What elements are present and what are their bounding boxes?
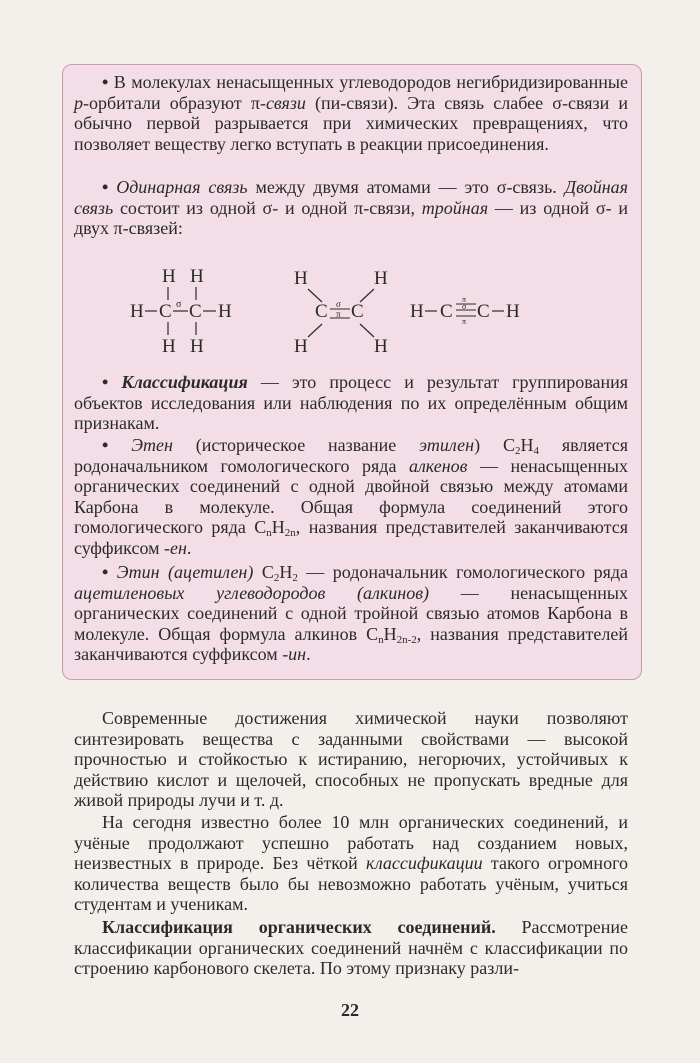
box-paragraph-ethene: • Этен (историческое название этилен) $C_2H_4$ является родоначальником гомологического ряда алкенов — ненасыщенных органических соединений с одной двойной связью между атомами Карбона в молекуле. Общая формула соединений этого гомологического ряда $C_nH_{2n}$, названия представителей заканчиваются суффиксом -ен. bbox=[74, 435, 628, 558]
pi-label: π bbox=[462, 317, 467, 326]
atom-h: H bbox=[190, 266, 204, 287]
atom-h: H bbox=[218, 301, 232, 322]
atom-c: C bbox=[159, 301, 172, 322]
atom-h: H bbox=[162, 336, 176, 357]
structural-formulas bbox=[110, 262, 590, 358]
atom-h: H bbox=[506, 301, 520, 322]
section-heading: Классификация органических соединений. bbox=[102, 917, 496, 937]
bullet: • bbox=[102, 372, 109, 392]
sigma-label: σ bbox=[176, 299, 182, 310]
bullet: • bbox=[102, 72, 109, 92]
atom-c: C bbox=[477, 301, 490, 322]
box-paragraph-bond-types: • Одинарная связь между двумя атомами — это σ-связь. Двойная связь состоит из одной σ- и одной π-связи, тройная — из одной σ- и двух π-связей: bbox=[74, 177, 629, 239]
bullet: • bbox=[102, 435, 109, 455]
box-paragraph-ethyne: • Этин (ацетилен) $C_2H_2$ — родоначальник гомологического ряда ацетиленовых углеводородов (алкинов) — ненасыщенных органических соединений с одной тройной связью атомов Карбона в молекуле. Общая формула алкинов $C_nH_{2n-2}$, названия представителей заканчиваются суффиксом -ин. bbox=[74, 562, 629, 665]
atom-h: H bbox=[294, 268, 308, 289]
main-paragraph-known-compounds: На сегодня известно более 10 млн органических соединений, и учёные продолжают успешно работать над созданием новых, неизвестных в природе. Без чёткой классификации такого огромного количества веществ было бы невозможно работать учёным, учиться студентам и ученикам. bbox=[74, 812, 628, 915]
bullet: • bbox=[102, 177, 109, 197]
atom-h: H bbox=[374, 336, 388, 357]
ethene-formula bbox=[294, 268, 388, 357]
ethyne-formula bbox=[410, 295, 520, 326]
sigma-label: σ bbox=[462, 302, 467, 311]
atom-h: H bbox=[190, 336, 204, 357]
atom-h: H bbox=[374, 268, 388, 289]
box-paragraph-classification: • Классификация — это процесс и результат группирования объектов исследования или наблюдения по их определённым общим признакам. bbox=[74, 372, 629, 434]
atom-c: C bbox=[440, 301, 453, 322]
atom-h: H bbox=[130, 301, 144, 322]
atom-h: H bbox=[410, 301, 424, 322]
pi-label: π bbox=[336, 309, 341, 319]
atom-h: H bbox=[162, 266, 176, 287]
atom-c: C bbox=[315, 301, 328, 322]
atom-c: C bbox=[351, 301, 364, 322]
atom-h: H bbox=[294, 336, 308, 357]
box-paragraph-pi-bonds: • В молекулах ненасыщенных углеводородов негибридизированные p-орбитали образуют π-связи (пи-связи). Эта связь слабее σ-связи и обычно первой разрывается при химических превращениях, что позволяет веществу легко вступать в реакции присоединения. bbox=[74, 72, 628, 154]
main-paragraph-achievements: Современные достижения химической науки позволяют синтезировать вещества с заданными свойствами — высокой прочностью и стойкостью к истиранию, негорючих, устойчивых к действию кислот и щелочей, способных не пропускать вредные для живой природы лучи и т. д. bbox=[74, 708, 628, 811]
pi-label: π bbox=[462, 295, 467, 304]
atom-c: C bbox=[189, 301, 202, 322]
ethane-formula bbox=[130, 266, 232, 357]
bond-line bbox=[308, 324, 322, 337]
sigma-label: σ bbox=[336, 299, 341, 309]
page-number: 22 bbox=[341, 1000, 359, 1020]
formulas-svg bbox=[110, 262, 590, 358]
main-paragraph-classification-heading: Классификация органических соединений. Рассмотрение классификации органических соединений начнём с классификации по строению карбонового скелета. По этому признаку разли- bbox=[74, 917, 628, 979]
bond-line bbox=[360, 324, 374, 337]
bullet: • bbox=[102, 562, 109, 582]
